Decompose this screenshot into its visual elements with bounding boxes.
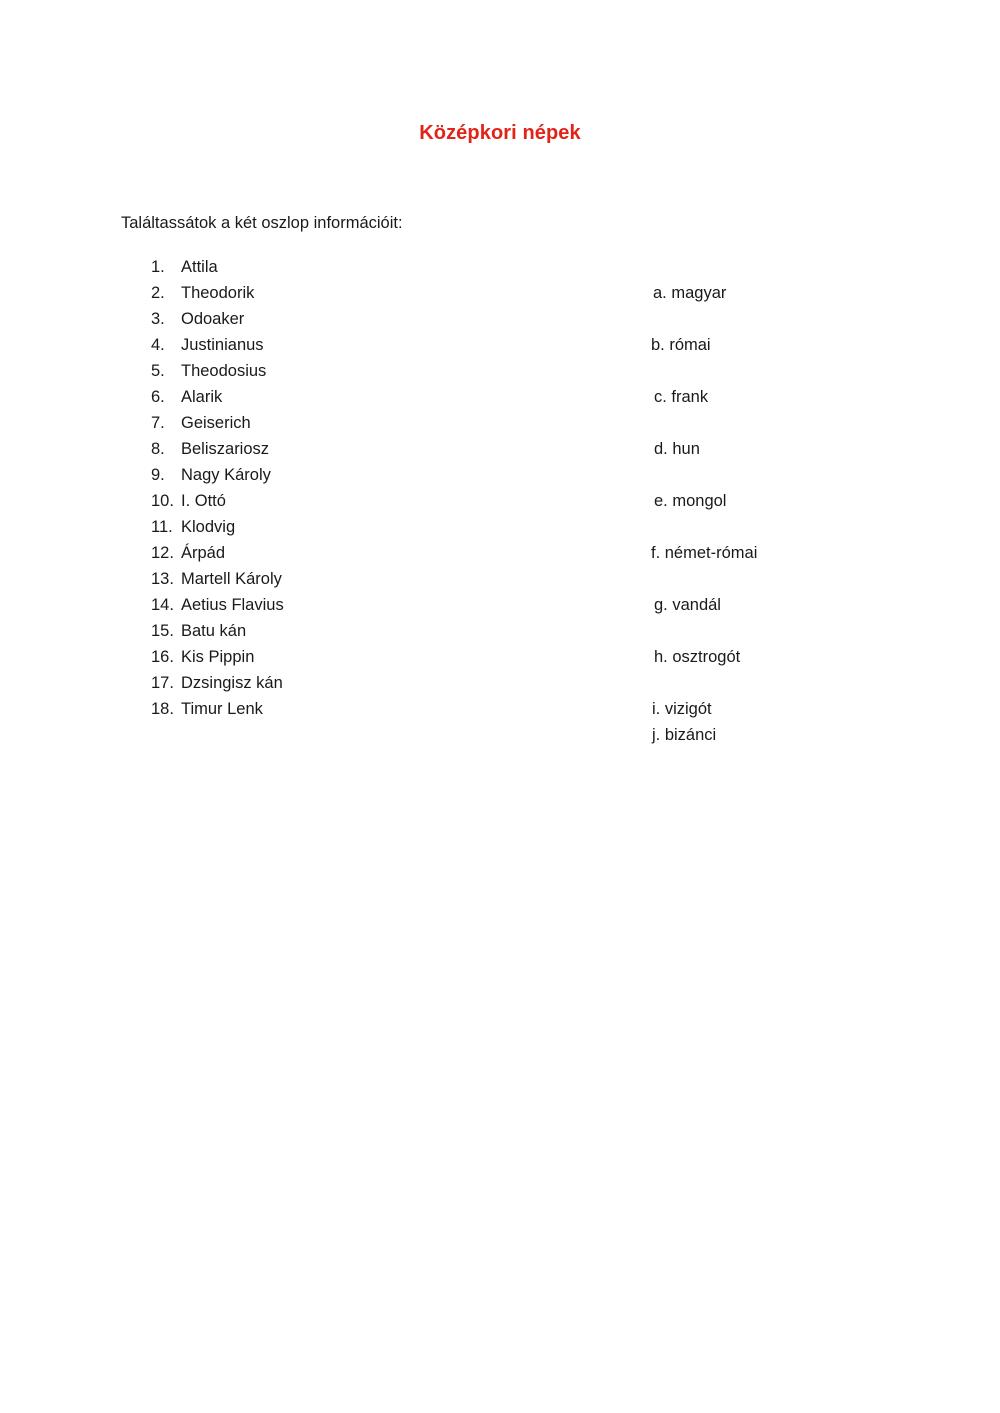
list-item <box>0 464 900 490</box>
list-item <box>0 308 900 334</box>
item-number: 2. <box>151 284 165 302</box>
item-name: Attila <box>181 258 218 276</box>
item-name: Alarik <box>181 388 223 406</box>
item-number: 10. <box>151 492 174 510</box>
item-name: Klodvig <box>181 518 236 536</box>
item-number: 14. <box>151 596 174 614</box>
item-number: 17. <box>151 674 174 692</box>
list-item <box>0 594 900 620</box>
list-item <box>0 698 900 724</box>
item-number: 18. <box>151 700 174 718</box>
item-name: Árpád <box>181 544 226 562</box>
item-name: Theodosius <box>181 362 267 380</box>
item-number: 8. <box>151 440 165 458</box>
option-text: i. vizigót <box>652 700 712 718</box>
right-column-list <box>0 282 900 750</box>
option-text: d. hun <box>654 440 700 458</box>
item-number: 13. <box>151 570 174 588</box>
instruction-text: Találtassátok a két oszlop információit: <box>121 214 403 232</box>
item-number: 16. <box>151 648 174 666</box>
list-item <box>0 438 900 464</box>
item-name: Theodorik <box>181 284 255 302</box>
list-item <box>0 386 900 412</box>
item-number: 12. <box>151 544 174 562</box>
item-number: 6. <box>151 388 165 406</box>
option-text: f. német-római <box>651 544 758 562</box>
option-text: a. magyar <box>653 284 727 302</box>
option-text: e. mongol <box>654 492 727 510</box>
list-item <box>0 646 900 672</box>
item-number: 7. <box>151 414 165 432</box>
option-text: c. frank <box>654 388 709 406</box>
item-name: I. Ottó <box>181 492 226 510</box>
list-item <box>0 620 900 646</box>
option-text: b. római <box>651 336 711 354</box>
item-name: Nagy Károly <box>181 466 271 484</box>
item-name: Justinianus <box>181 336 264 354</box>
page-title: Középkori népek <box>419 122 581 144</box>
item-name: Geiserich <box>181 414 251 432</box>
item-name: Aetius Flavius <box>181 596 284 614</box>
option-text: h. osztrogót <box>654 648 741 666</box>
item-number: 4. <box>151 336 165 354</box>
list-item <box>0 490 900 516</box>
option-text: j. bizánci <box>652 726 717 744</box>
list-item <box>0 672 900 698</box>
list-item <box>0 256 400 282</box>
item-number: 15. <box>151 622 174 640</box>
list-item <box>0 542 900 568</box>
item-name: Beliszariosz <box>181 440 270 458</box>
list-item <box>0 282 900 308</box>
list-item <box>0 516 900 542</box>
list-item <box>0 334 900 360</box>
item-name: Batu kán <box>181 622 247 640</box>
list-item <box>0 724 900 750</box>
item-number: 1. <box>151 258 165 276</box>
item-name: Timur Lenk <box>181 700 263 718</box>
item-name: Kis Pippin <box>181 648 255 666</box>
option-text: g. vandál <box>654 596 721 614</box>
list-item <box>0 412 900 438</box>
item-name: Odoaker <box>181 310 245 328</box>
list-item <box>0 568 900 594</box>
item-number: 3. <box>151 310 165 328</box>
item-name: Martell Károly <box>181 570 282 588</box>
item-name: Dzsingisz kán <box>181 674 283 692</box>
item-number: 11. <box>151 518 173 536</box>
item-number: 9. <box>151 466 165 484</box>
item-number: 5. <box>151 362 165 380</box>
list-item <box>0 360 900 386</box>
